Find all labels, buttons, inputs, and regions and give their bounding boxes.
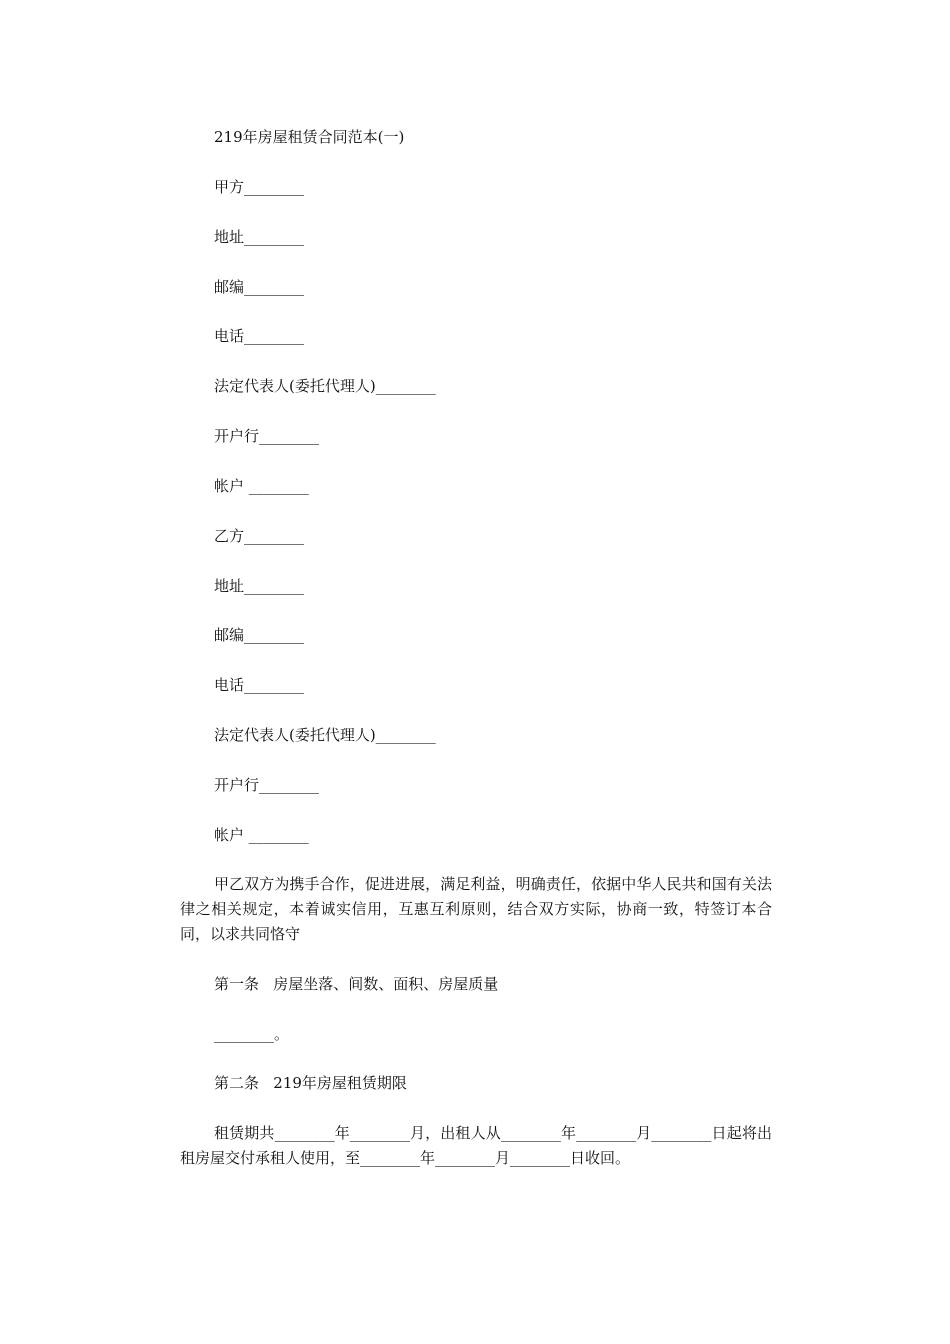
party-b-account: 帐户 ________ xyxy=(214,826,309,844)
party-b-postcode: 邮编________ xyxy=(214,626,305,644)
party-b-bank: 开户行________ xyxy=(214,776,320,794)
party-a-phone: 电话________ xyxy=(214,327,305,345)
party-a-legal-rep: 法定代表人(委托代理人)________ xyxy=(214,377,436,395)
article-2-heading: 第二条 219年房屋租赁期限 xyxy=(214,1074,407,1092)
party-a-account: 帐户 ________ xyxy=(214,477,309,495)
party-b-phone: 电话________ xyxy=(214,676,305,694)
article-2-body: 租赁期共________年________月，出租人从________年________月________日起将出租房屋交付承租人使用，至________年________月________日收回。 xyxy=(180,1124,772,1167)
party-a-name: 甲方________ xyxy=(214,178,305,196)
party-b-name: 乙方________ xyxy=(214,527,305,545)
party-b-address: 地址________ xyxy=(214,577,305,595)
party-b-legal-rep: 法定代表人(委托代理人)________ xyxy=(214,726,436,744)
party-a-bank: 开户行________ xyxy=(214,427,320,445)
document-title: 219年房屋租赁合同范本(一) xyxy=(214,128,405,146)
preamble-paragraph: 甲乙双方为携手合作，促进进展，满足利益，明确责任，依据中华人民共和国有关法律之相关规定，本着诚实信用，互惠互利原则，结合双方实际，协商一致，特签订本合同，以求共同恪守 xyxy=(180,875,772,943)
party-a-postcode: 邮编________ xyxy=(214,278,305,296)
article-1-heading: 第一条 房屋坐落、间数、面积、房屋质量 xyxy=(214,975,499,993)
article-1-blank: ________。 xyxy=(214,1025,290,1043)
party-a-address: 地址________ xyxy=(214,228,305,246)
